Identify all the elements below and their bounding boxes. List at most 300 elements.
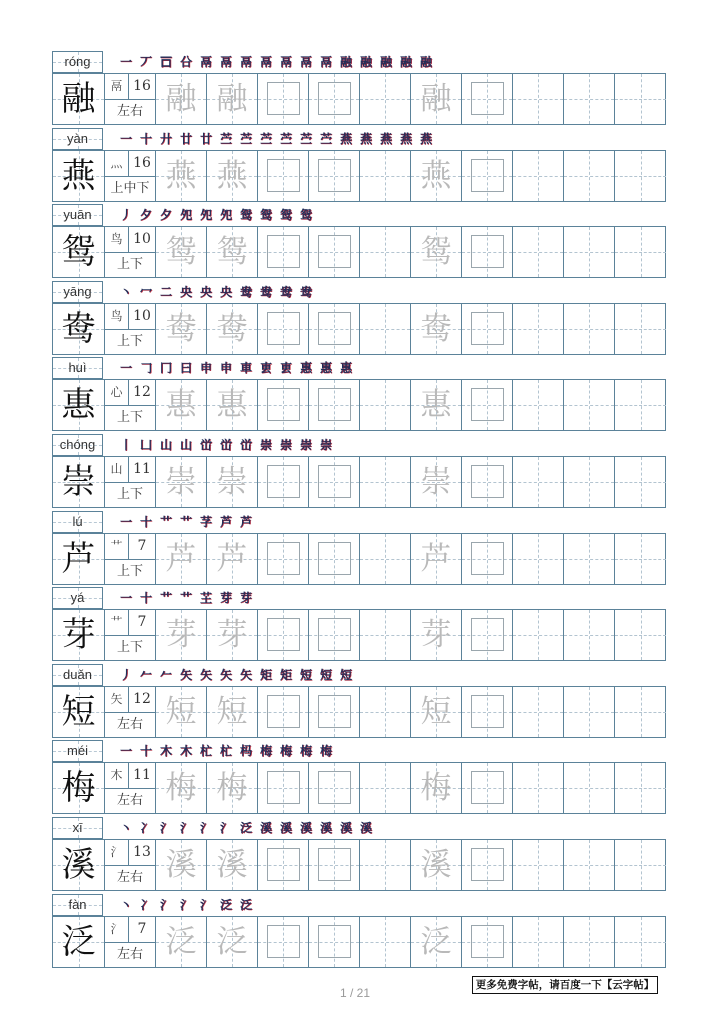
boxed-practice-cell[interactable]: [258, 304, 309, 354]
radical-label: 鸟: [105, 227, 129, 253]
boxed-practice-cell[interactable]: [462, 380, 513, 430]
trace-cell[interactable]: [411, 840, 462, 890]
pinyin-label: yāng: [63, 283, 92, 299]
boxed-practice-cell[interactable]: [462, 763, 513, 813]
blank-practice-cell[interactable]: [615, 380, 666, 430]
pinyin-label: yàn: [67, 130, 88, 146]
stroke-step: 芓: [199, 514, 212, 529]
stroke-step: 氵: [179, 820, 192, 835]
character-info-cell: [105, 457, 156, 507]
inner-box: [471, 465, 504, 498]
boxed-practice-cell[interactable]: [309, 227, 360, 277]
stroke-order-sequence: [118, 819, 374, 837]
trace-character: 惠: [420, 387, 452, 424]
trace-character: 融: [165, 81, 197, 117]
blank-practice-cell[interactable]: [513, 227, 564, 277]
model-character-cell: [53, 380, 105, 430]
inner-box: [267, 618, 300, 651]
blank-practice-cell[interactable]: [513, 457, 564, 507]
trace-cell[interactable]: [207, 227, 258, 277]
stroke-step: 央: [199, 284, 212, 299]
stroke-count: 16: [129, 151, 155, 177]
blank-practice-cell[interactable]: [564, 151, 615, 201]
blank-practice-cell[interactable]: [615, 763, 666, 813]
pinyin-row: [52, 664, 666, 686]
practice-row: [52, 839, 666, 891]
blank-practice-cell[interactable]: [513, 917, 564, 967]
practice-row: [52, 379, 666, 431]
radical-label: 氵: [105, 917, 129, 943]
model-character: 芽: [61, 615, 96, 656]
stroke-step: 𠂉: [159, 667, 172, 682]
character-entry: [52, 511, 666, 588]
pinyin-row: [52, 434, 666, 456]
boxed-practice-cell[interactable]: [309, 687, 360, 737]
trace-character: 泛: [216, 923, 248, 960]
boxed-practice-cell[interactable]: [462, 457, 513, 507]
pinyin-box: [52, 434, 103, 456]
stroke-step: 梅: [299, 744, 312, 759]
stroke-step: 泛: [239, 820, 252, 835]
pinyin-box: [52, 357, 103, 379]
boxed-practice-cell[interactable]: [309, 151, 360, 201]
blank-practice-cell[interactable]: [360, 380, 411, 430]
trace-character: 溪: [420, 846, 452, 883]
stroke-count: 7: [129, 917, 155, 943]
blank-practice-cell[interactable]: [564, 763, 615, 813]
boxed-practice-cell[interactable]: [309, 304, 360, 354]
practice-row: [52, 916, 666, 968]
trace-character: 融: [420, 81, 452, 117]
stroke-step: 鸳: [279, 208, 292, 223]
radical-label: 艹: [105, 610, 129, 636]
trace-cell[interactable]: [207, 74, 258, 124]
boxed-practice-cell[interactable]: [462, 840, 513, 890]
trace-character: 燕: [165, 157, 197, 194]
blank-practice-cell[interactable]: [615, 74, 666, 124]
trace-character: 鸳: [420, 234, 452, 271]
blank-practice-cell[interactable]: [513, 304, 564, 354]
trace-character: 芦: [216, 540, 248, 577]
stroke-step: 㕣: [179, 55, 192, 69]
blank-practice-cell[interactable]: [360, 763, 411, 813]
pinyin-label: duǎn: [63, 666, 92, 682]
character-info-cell: [105, 687, 156, 737]
stroke-step: 梅: [259, 744, 272, 759]
inner-box: [471, 542, 504, 575]
stroke-order-sequence: [118, 283, 314, 301]
practice-row: [52, 456, 666, 508]
inner-box: [267, 159, 300, 192]
trace-cell[interactable]: [411, 687, 462, 737]
character-entry: [52, 128, 666, 205]
stroke-step: 短: [339, 667, 352, 682]
blank-practice-cell[interactable]: [564, 457, 615, 507]
stroke-step: 氵: [199, 897, 212, 912]
trace-character: 惠: [216, 387, 248, 424]
pinyin-row: [52, 587, 666, 609]
blank-practice-cell[interactable]: [564, 74, 615, 124]
pinyin-box: [52, 664, 103, 686]
model-character-cell: [53, 457, 105, 507]
blank-practice-cell[interactable]: [615, 917, 666, 967]
blank-practice-cell[interactable]: [513, 763, 564, 813]
blank-practice-cell[interactable]: [615, 840, 666, 890]
boxed-practice-cell[interactable]: [309, 534, 360, 584]
page-indicator: 1 / 21: [340, 986, 371, 1000]
model-character: 崇: [61, 461, 96, 502]
stroke-count: 11: [129, 457, 155, 483]
trace-cell[interactable]: [207, 687, 258, 737]
radical-label: 鸟: [105, 304, 129, 330]
trace-cell[interactable]: [411, 227, 462, 277]
trace-character: 崇: [165, 463, 197, 500]
stroke-step: 冫: [139, 820, 152, 835]
inner-box: [318, 848, 351, 881]
character-info-cell: [105, 74, 156, 124]
practice-row: [52, 686, 666, 738]
stroke-step: 峃: [219, 437, 232, 452]
blank-practice-cell[interactable]: [564, 380, 615, 430]
character-info-cell: [105, 151, 156, 201]
trace-cell[interactable]: [207, 840, 258, 890]
trace-cell[interactable]: [156, 457, 207, 507]
structure-label: 上中下: [110, 180, 150, 196]
blank-practice-cell[interactable]: [564, 534, 615, 584]
stroke-step: 鬲: [279, 55, 292, 69]
pinyin-label: fàn: [68, 896, 87, 912]
footer-ad-banner[interactable]: 更多免费字帖，请百度一下【云字帖】: [472, 976, 658, 994]
stroke-step: 矢: [199, 667, 212, 682]
stroke-count: 10: [129, 227, 155, 253]
boxed-practice-cell[interactable]: [462, 610, 513, 660]
model-character-cell: [53, 74, 105, 124]
blank-practice-cell[interactable]: [615, 687, 666, 737]
stroke-step: 叀: [279, 361, 292, 376]
stroke-step: 溪: [359, 820, 372, 835]
boxed-practice-cell[interactable]: [309, 380, 360, 430]
stroke-order-sequence: [118, 53, 434, 71]
pinyin-label: róng: [64, 54, 91, 69]
boxed-practice-cell[interactable]: [258, 917, 309, 967]
blank-practice-cell[interactable]: [360, 534, 411, 584]
blank-practice-cell[interactable]: [615, 304, 666, 354]
trace-cell[interactable]: [207, 457, 258, 507]
blank-practice-cell[interactable]: [360, 687, 411, 737]
inner-box: [267, 235, 300, 268]
blank-practice-cell[interactable]: [564, 610, 615, 660]
model-character-cell: [53, 687, 105, 737]
practice-row: [52, 762, 666, 814]
trace-cell[interactable]: [207, 304, 258, 354]
trace-character: 燕: [420, 157, 452, 194]
model-character: 融: [61, 79, 96, 119]
radical-label: 矢: [105, 687, 129, 713]
blank-practice-cell[interactable]: [513, 534, 564, 584]
blank-practice-cell[interactable]: [513, 687, 564, 737]
trace-cell[interactable]: [207, 380, 258, 430]
stroke-step: 鸳: [259, 208, 272, 223]
inner-box: [318, 235, 351, 268]
stroke-step: 融: [419, 55, 432, 69]
boxed-practice-cell[interactable]: [258, 534, 309, 584]
blank-practice-cell[interactable]: [615, 151, 666, 201]
boxed-practice-cell[interactable]: [258, 457, 309, 507]
radical-label: 木: [105, 763, 129, 789]
boxed-practice-cell[interactable]: [462, 304, 513, 354]
structure-label: 左右: [116, 104, 143, 119]
stroke-step: 十: [139, 744, 152, 759]
boxed-practice-cell[interactable]: [258, 687, 309, 737]
stroke-step: 融: [379, 55, 392, 69]
trace-cell[interactable]: [411, 763, 462, 813]
trace-cell[interactable]: [156, 151, 207, 201]
trace-cell[interactable]: [156, 840, 207, 890]
practice-row: [52, 609, 666, 661]
boxed-practice-cell[interactable]: [309, 74, 360, 124]
pinyin-row: [52, 51, 666, 73]
stroke-step: 惠: [319, 361, 332, 376]
inner-box: [267, 925, 300, 958]
stroke-step: 丶: [119, 897, 132, 912]
blank-practice-cell[interactable]: [360, 840, 411, 890]
stroke-step: 短: [299, 667, 312, 682]
character-info-cell: [105, 763, 156, 813]
radical-label: 山: [105, 457, 129, 483]
structure-label: 左右: [116, 869, 143, 885]
trace-cell[interactable]: [411, 534, 462, 584]
pinyin-label: chóng: [59, 436, 96, 452]
stroke-count: 11: [129, 763, 155, 789]
pinyin-box: [52, 128, 103, 150]
stroke-order-sequence: [118, 436, 334, 454]
model-character: 溪: [61, 844, 96, 885]
blank-practice-cell[interactable]: [513, 610, 564, 660]
trace-cell[interactable]: [156, 74, 207, 124]
blank-practice-cell[interactable]: [513, 74, 564, 124]
stroke-step: 央: [219, 284, 232, 299]
structure-label: 上下: [116, 486, 143, 502]
trace-cell[interactable]: [156, 917, 207, 967]
stroke-step: 溪: [319, 820, 332, 835]
trace-cell[interactable]: [207, 534, 258, 584]
pinyin-box: [52, 894, 103, 916]
stroke-step: 氵: [159, 897, 172, 912]
blank-practice-cell[interactable]: [360, 917, 411, 967]
inner-box: [471, 771, 504, 804]
stroke-step: 泛: [219, 897, 232, 912]
trace-cell[interactable]: [411, 917, 462, 967]
character-info-cell: [105, 380, 156, 430]
stroke-step: 矢: [239, 667, 252, 682]
pinyin-row: [52, 740, 666, 762]
pinyin-row: [52, 817, 666, 839]
boxed-practice-cell[interactable]: [462, 534, 513, 584]
blank-practice-cell[interactable]: [564, 687, 615, 737]
inner-box: [267, 695, 300, 728]
trace-cell[interactable]: [156, 380, 207, 430]
stroke-step: 一: [119, 591, 132, 606]
character-info-cell: [105, 534, 156, 584]
stroke-step: 木: [159, 744, 172, 759]
practice-sheet: [52, 51, 666, 970]
stroke-step: 夗: [219, 208, 232, 223]
stroke-step: 芽: [219, 591, 232, 606]
stroke-step: 十: [139, 591, 152, 606]
blank-practice-cell[interactable]: [360, 304, 411, 354]
stroke-count: 12: [129, 380, 155, 406]
stroke-step: 燕: [419, 131, 432, 146]
blank-practice-cell[interactable]: [615, 610, 666, 660]
stroke-step: 夗: [179, 208, 192, 223]
trace-cell[interactable]: [411, 457, 462, 507]
stroke-step: 梅: [279, 744, 292, 759]
boxed-practice-cell[interactable]: [258, 763, 309, 813]
blank-practice-cell[interactable]: [360, 227, 411, 277]
inner-box: [471, 235, 504, 268]
character-entry: [52, 204, 666, 281]
stroke-step: 燕: [399, 131, 412, 146]
blank-practice-cell[interactable]: [564, 304, 615, 354]
boxed-practice-cell[interactable]: [258, 227, 309, 277]
boxed-practice-cell[interactable]: [258, 151, 309, 201]
pinyin-box: [52, 587, 103, 609]
boxed-practice-cell[interactable]: [258, 840, 309, 890]
stroke-step: 矢: [219, 667, 232, 682]
boxed-practice-cell[interactable]: [309, 763, 360, 813]
trace-cell[interactable]: [207, 763, 258, 813]
stroke-step: 十: [139, 514, 152, 529]
boxed-practice-cell[interactable]: [462, 917, 513, 967]
stroke-step: 芦: [239, 514, 252, 529]
trace-cell[interactable]: [411, 74, 462, 124]
pinyin-box: [52, 817, 103, 839]
stroke-order-sequence: [118, 206, 314, 224]
stroke-step: 艹: [159, 591, 172, 606]
model-character: 泛: [61, 921, 96, 962]
boxed-practice-cell[interactable]: [309, 917, 360, 967]
character-entry: [52, 894, 666, 971]
model-character-cell: [53, 151, 105, 201]
stroke-step: 溪: [279, 820, 292, 835]
character-info-cell: [105, 610, 156, 660]
blank-practice-cell[interactable]: [513, 151, 564, 201]
blank-practice-cell[interactable]: [360, 610, 411, 660]
trace-character: 芦: [420, 540, 452, 577]
stroke-step: 廿: [179, 131, 192, 146]
trace-character: 短: [420, 693, 452, 730]
trace-cell[interactable]: [207, 917, 258, 967]
boxed-practice-cell[interactable]: [462, 227, 513, 277]
stroke-step: 𠮛: [159, 55, 172, 69]
trace-cell[interactable]: [156, 227, 207, 277]
trace-cell[interactable]: [411, 380, 462, 430]
stroke-step: 冂: [159, 361, 172, 376]
blank-practice-cell[interactable]: [360, 74, 411, 124]
stroke-order-sequence: [118, 896, 254, 914]
trace-cell[interactable]: [411, 610, 462, 660]
inner-box: [318, 771, 351, 804]
blank-practice-cell[interactable]: [513, 840, 564, 890]
stroke-step: 一: [119, 514, 132, 529]
trace-character: 梅: [216, 770, 248, 807]
stroke-step: 丨: [119, 437, 132, 452]
stroke-step: 鬲: [319, 55, 332, 69]
trace-cell[interactable]: [156, 763, 207, 813]
trace-cell[interactable]: [156, 687, 207, 737]
stroke-step: 惠: [339, 361, 352, 376]
inner-box: [318, 465, 351, 498]
stroke-step: 鸯: [259, 284, 272, 299]
boxed-practice-cell[interactable]: [309, 610, 360, 660]
character-entry: [52, 434, 666, 511]
model-character: 惠: [61, 385, 96, 426]
stroke-step: 融: [339, 55, 352, 69]
boxed-practice-cell[interactable]: [258, 380, 309, 430]
trace-character: 泛: [420, 923, 452, 960]
character-entry: [52, 51, 666, 128]
trace-cell[interactable]: [207, 151, 258, 201]
practice-row: [52, 303, 666, 355]
trace-cell[interactable]: [207, 610, 258, 660]
stroke-step: 溪: [299, 820, 312, 835]
stroke-step: 丶: [119, 284, 132, 299]
inner-box: [471, 312, 504, 345]
stroke-step: 短: [319, 667, 332, 682]
trace-cell[interactable]: [156, 534, 207, 584]
stroke-step: 矩: [279, 667, 292, 682]
trace-cell[interactable]: [411, 304, 462, 354]
stroke-step: 丿: [119, 667, 132, 682]
inner-box: [318, 388, 351, 421]
boxed-practice-cell[interactable]: [462, 151, 513, 201]
blank-practice-cell[interactable]: [615, 534, 666, 584]
model-character-cell: [53, 534, 105, 584]
blank-practice-cell[interactable]: [564, 840, 615, 890]
trace-character: 燕: [216, 157, 248, 194]
model-character-cell: [53, 610, 105, 660]
blank-practice-cell[interactable]: [615, 457, 666, 507]
stroke-step: 苎: [239, 131, 252, 146]
blank-practice-cell[interactable]: [360, 457, 411, 507]
character-entry: [52, 357, 666, 434]
stroke-step: 燕: [379, 131, 392, 146]
blank-practice-cell[interactable]: [564, 227, 615, 277]
blank-practice-cell[interactable]: [615, 227, 666, 277]
boxed-practice-cell[interactable]: [462, 687, 513, 737]
blank-practice-cell[interactable]: [513, 380, 564, 430]
model-character: 短: [61, 691, 96, 732]
stroke-step: 夗: [199, 208, 212, 223]
inner-box: [471, 618, 504, 651]
trace-cell[interactable]: [156, 610, 207, 660]
blank-practice-cell[interactable]: [564, 917, 615, 967]
blank-practice-cell[interactable]: [360, 151, 411, 201]
boxed-practice-cell[interactable]: [258, 610, 309, 660]
stroke-step: 夕: [139, 208, 152, 223]
stroke-step: 燕: [359, 131, 372, 146]
pinyin-row: [52, 511, 666, 533]
trace-character: 鸳: [165, 234, 197, 271]
structure-label: 上下: [116, 333, 143, 349]
trace-cell[interactable]: [156, 304, 207, 354]
boxed-practice-cell[interactable]: [309, 457, 360, 507]
trace-cell[interactable]: [411, 151, 462, 201]
boxed-practice-cell[interactable]: [462, 74, 513, 124]
stroke-step: 苎: [299, 131, 312, 146]
boxed-practice-cell[interactable]: [258, 74, 309, 124]
boxed-practice-cell[interactable]: [309, 840, 360, 890]
